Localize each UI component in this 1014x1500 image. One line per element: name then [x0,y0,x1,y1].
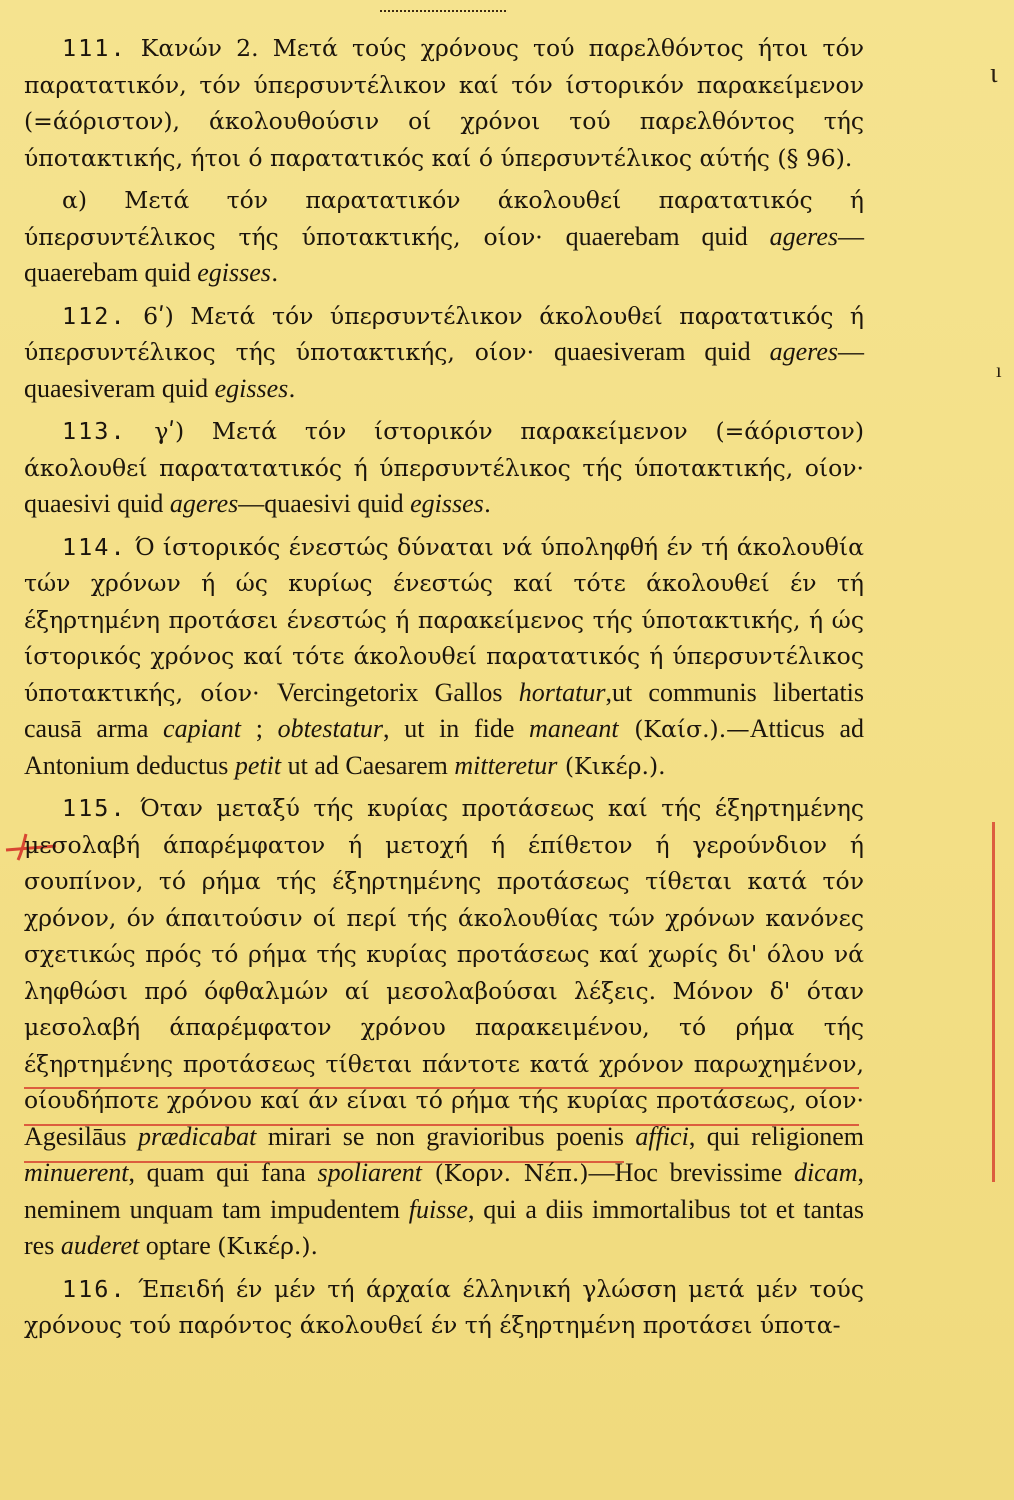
text-run: quaesiveram quid [554,337,770,366]
text-run: (Κικέρ.). [217,1232,318,1260]
section-number: 116. [62,1274,127,1303]
text-run: minuerent [24,1158,129,1187]
text-run: egisses [214,373,289,403]
text-run: Ό ίστορικός ένεστώς δύναται νά ύποληφθή έν τή άκολουθία τών χρόνων ή ώς κυρίως ένεστώς καί τότε άκολουθεί έν τή έξηρτημένη προτάσει ένεστώς ή παρακείμενος τής ύποτακτικής, ή ώς ίστορικός χρόνος καί τότε άκολουθεί παρατατικός ή ύπερσυντέλικος ύποτακτικής, οίον· [24,532,864,707]
main-text [24,30,864,1350]
text-run: auderet [60,1231,140,1260]
text-run: —quaesivi quid [238,489,411,518]
text-run: , ut in fide [383,714,530,743]
text-run: . [288,374,296,403]
text-run: , neminem unquam tam impudentem [24,1158,864,1224]
text-run: ageres [169,489,239,518]
text-run: dicam [793,1158,858,1187]
text-run: petit [234,750,282,780]
text-run: —Hoc brevissime [588,1158,794,1187]
text-run: 6ʹ) Μετά τόν ύπερσυντέλικον άκολουθεί παρατατικός ή ύπερσυντέλικος τής ύποτακτικής, οίον· [24,301,864,366]
text-run: Έπειδή έν μέν τή άρχαία έλληνική γλώσση μετά μέν τούς χρόνους τού παρόντος άκολουθεί έν τή έξηρτημένη προτάσει ύποτα- [24,1274,864,1339]
text-run: . [483,490,492,518]
red-margin-line [992,822,995,1182]
text-run: affici [635,1121,689,1151]
text-run: ,ut communis libertatis causā arma [24,677,865,743]
paragraph-p114 [24,529,864,785]
text-run: maneant [529,714,619,743]
text-run: , quam qui fana [128,1158,318,1187]
paragraph-p115 [24,790,864,1265]
text-run: Κανών 2. Μετά τούς χρόνους τού παρελθόντος ήτοι τόν παρατατικόν, τόν ύπερσυντέλικον καί τόν ίστορικόν παρακείμενον (=άόριστον), άκολουθούσιν οί χρόνοι τού παρελθόντος τής ύποτακτικής, ήτοι ό παρατατικός καί ό ύπερσυντέλικος αύτής (§ 96). [24,34,864,172]
text-run: (Καίσ.).— [618,715,750,743]
text-run: , qui religionem [688,1121,864,1151]
text-run: Vercingetorix Gallos [276,677,519,707]
text-run: optare [139,1231,218,1260]
text-run: Όταν μεταξύ τής κυρίας προτάσεως καί τής έξηρτημένης μεσολαβή άπαρέμφατον ή μετοχή ή έπίθετον ή γερούνδιον ή σουπίνον, τό ρήμα τής έξηρτημένης προτάσεως τίθεται κατά τόν χρόνον, όν άπαιτούσιν οί περί τής άκολουθίας τών χρόνων κανόνες σχετικώς πρός τό ρήμα τής κυρίας προτάσεως καί χωρίς δι' όλου νά ληφθώσι πρό όφθαλμών αί μεσολαβούσαι λέξεις. Μόνον δ' όταν μεσολαβή άπαρέμφατον χρόνου παρακειμένου, τό ρήμα τής έξηρτημένης προτάσεως τίθεται πάντοτε κατά χρόνον παρωχημένον, οίουδήποτε χρόνου καί άν είναι τό ρήμα τής κυρίας προτάσεως, οίον· [24,794,864,1114]
text-run: fuisse [408,1194,468,1224]
text-run: ageres [769,337,838,366]
text-run: ut ad Caesarem [281,750,455,780]
text-run: prædicabat [137,1121,257,1151]
margin-mark-top: ɩ [990,58,998,89]
text-run: γʹ) Μετά τόν ίστορικόν παρακείμενον (=άόριστον) άκολουθεί παρατατατικός ή ύπερσυντέλικος τής ύποτακτικής, οίον· [24,417,864,482]
section-number: 112. [62,301,127,330]
text-run: (Κορν. Νέπ.) [421,1159,589,1187]
text-run: —quaesiveram quid [24,337,864,403]
text-run: Agesilāus [24,1121,138,1151]
text-run: quaesivi quid [24,489,170,518]
margin-mark-mid: ı [996,360,1002,382]
text-run: obtestatur [277,714,384,743]
paragraph-p111a [24,182,864,292]
text-run: egisses [410,489,484,518]
text-run: mitteretur [454,750,558,780]
text-run: quaerebam quid [565,221,770,251]
text-run: hortatur [518,677,606,707]
top-dotted-rule [380,10,506,12]
text-run: egisses [197,258,271,287]
text-run: ; [241,714,278,743]
text-run: (Κικέρ.). [557,751,666,780]
text-run: ageres [769,221,838,251]
text-run: —quaerebam quid [24,221,864,287]
text-run: mirari se non gravioribus poenis [256,1121,636,1151]
paragraph-p116 [24,1271,864,1344]
paragraph-p113 [24,413,864,523]
text-run: spoliarent [317,1158,422,1187]
text-run: . [270,259,279,287]
paragraph-p111 [24,30,864,176]
text-run: , qui a diis immortalibus tot et tantas res [24,1194,864,1260]
section-number: 111. [62,34,127,62]
section-number: 115. [62,794,127,822]
text-run: α) Μετά τόν παρατατικόν άκολουθεί παρατατικός ή ύπερσυντέλικος τής ύποτακτικής, οίον· [24,186,864,251]
section-number: 113. [62,417,127,445]
paragraph-p112 [24,298,864,408]
text-run: capiant [163,714,242,743]
text-run: Atticus ad Antonium deductus [24,714,864,780]
section-number: 114. [62,532,127,561]
